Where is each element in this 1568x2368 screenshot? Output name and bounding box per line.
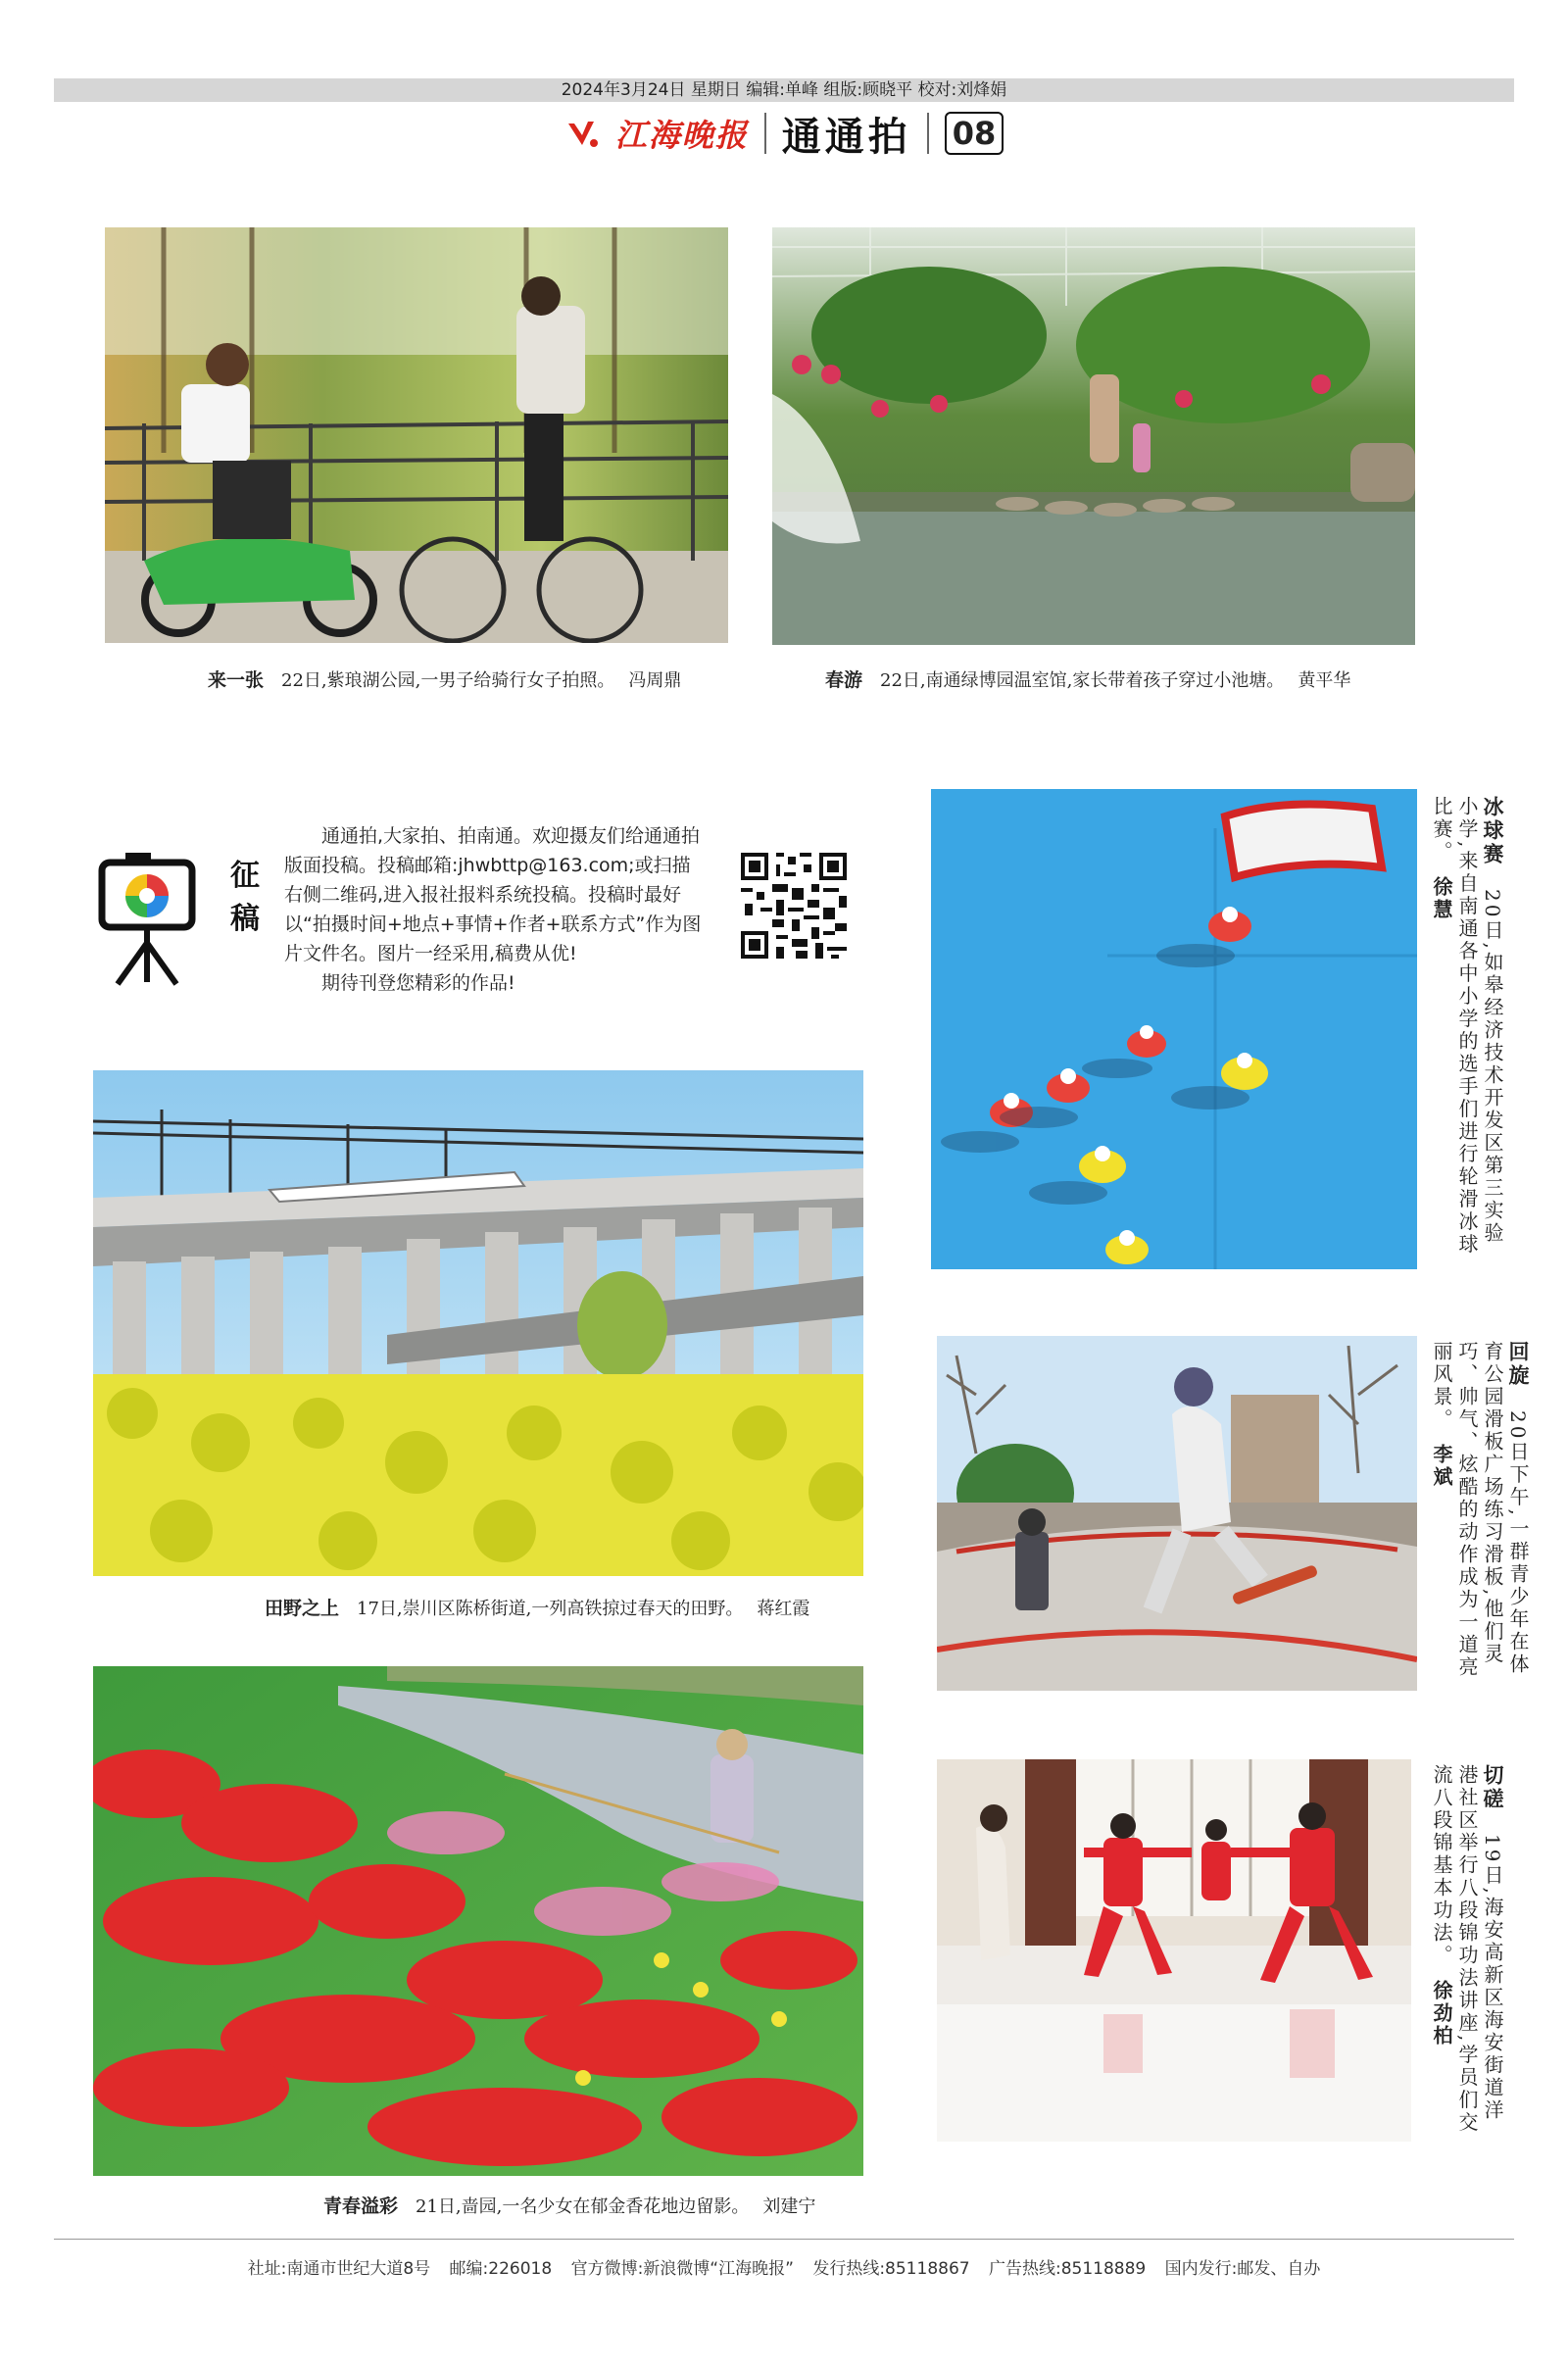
masthead-divider: [927, 113, 929, 154]
caption-tulip-field: 青春溢彩 21日,啬园,一名少女在郁金香花地边留影。 刘建宁: [323, 2195, 816, 2217]
newspaper-logo-icon: [564, 116, 600, 151]
caption-greenhouse-pond: 春游 22日,南通绿博园温室馆,家长带着孩子穿过小池塘。 黄平华: [825, 669, 1351, 691]
camera-icon: [98, 845, 196, 990]
photo-baduanjin-class: [937, 1759, 1411, 2142]
footer-divider: [54, 2239, 1514, 2240]
caption-baduanjin-class: 切磋 19日,海安高新区海安街道洋港社区举行八段锦功法讲座,学员们交流八段锦基本功法。 徐劲柏: [1430, 1764, 1504, 2135]
caption-skateboarding: 回旋 20日下午,一群青少年在体育公园滑板广场练习滑板,他们灵巧、帅气、炫酷的动作成为一道亮丽风景。 李斌: [1430, 1341, 1530, 1679]
section-title: 通通拍: [781, 113, 911, 160]
caption-roller-hockey: 冰球赛 20日,如皋经济技术开发区第三实验小学,来自南通各中小学的选手们进行轮滑冰球比赛。 徐慧: [1430, 796, 1504, 1257]
photo-skateboarding: [937, 1336, 1417, 1691]
qr-code-icon[interactable]: [737, 849, 851, 962]
masthead-divider: [764, 113, 766, 154]
caption-bridge-cyclists: 来一张 22日,紫琅湖公园,一男子给骑行女子拍照。 冯周鼎: [208, 669, 682, 691]
photo-roller-hockey: [931, 789, 1417, 1269]
page-number: 08: [945, 112, 1004, 155]
date-editor-bar: 2024年3月24日 星期日 编辑:单峰 组版:顾晓平 校对:刘烽娟: [54, 78, 1514, 102]
call-for-submissions-label: 征稿: [230, 859, 260, 936]
caption-rapeseed-train: 田野之上 17日,崇川区陈桥街道,一列高铁掠过春天的田野。 蒋红霞: [265, 1598, 810, 1619]
photo-tulip-field: [93, 1666, 863, 2176]
masthead: [0, 106, 1568, 161]
photo-greenhouse-pond: [772, 227, 1415, 645]
paper-name: 江海晚报: [614, 117, 749, 154]
call-for-submissions-text: 通通拍,大家拍、拍南通。欢迎摄友们给通通拍版面投稿。投稿邮箱:jhwbttp@163.com;或扫描右侧二维码,进入报社报料系统投稿。投稿时最好以“拍摄时间+地点+事情+作者+联系方式”作为图片文件名。图片一经采用,稿费从优! 期待刊登您精彩的作品!: [284, 825, 702, 994]
footer-contact-info: 社址:南通市世纪大道8号 邮编:226018 官方微博:新浪微博“江海晚报” 发行热线:85118867 广告热线:85118889 国内发行:邮发、自办: [247, 2259, 1321, 2279]
photo-rapeseed-train: [93, 1070, 863, 1576]
photo-bridge-cyclists: [105, 227, 728, 643]
